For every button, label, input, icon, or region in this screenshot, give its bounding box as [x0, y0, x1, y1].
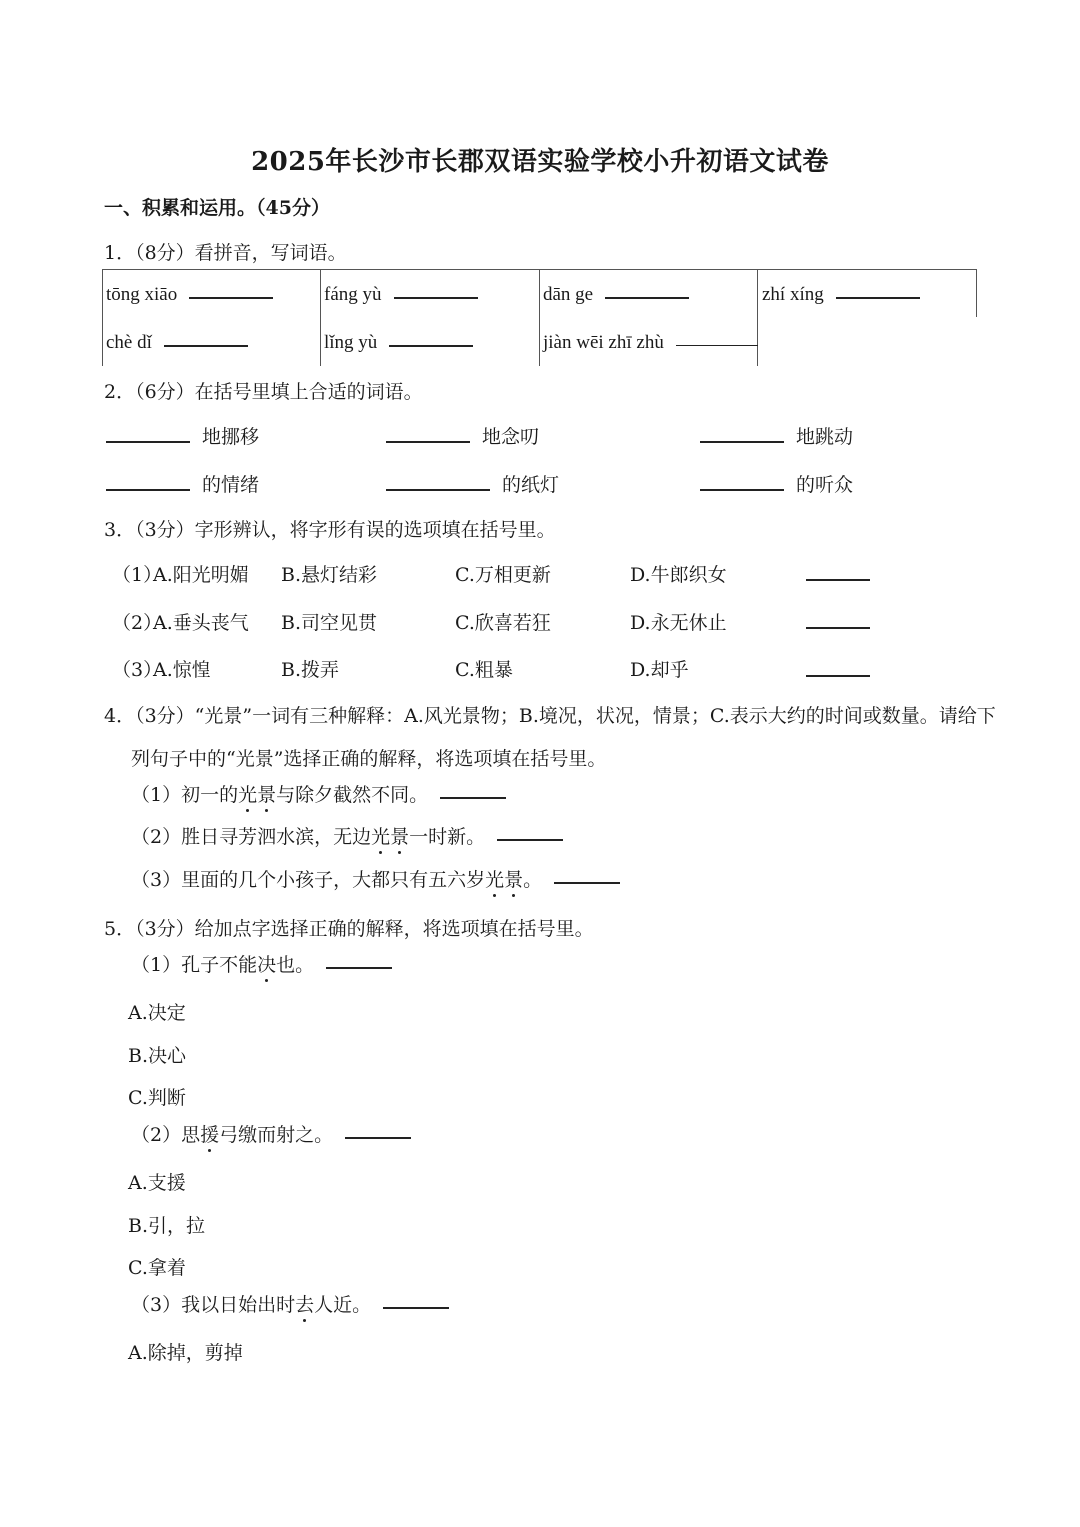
table-border [102, 269, 103, 366]
q5-sentence-1: （1）孔子不能决也。 [131, 950, 392, 977]
q4-prompt-line1: 4．（3分）“光景”一词有三种解释：A.风光景物；B.境况，状况，情景；C.表示大约的时间或数量。请给下 [104, 705, 996, 727]
fill-item: 的纸灯 [502, 474, 560, 496]
q3-prompt: 3．（3分）字形辨认，将字形有误的选项填在括号里。 [104, 519, 556, 541]
answer-blank[interactable] [700, 441, 784, 443]
option-a: A.阳光明媚 [153, 564, 249, 586]
emphasis-dot: 景 [257, 780, 276, 807]
emphasis-dot: 决 [257, 950, 276, 977]
option-d: D.永无休止 [630, 612, 727, 634]
option-a: A.垂头丧气 [153, 612, 249, 634]
q1-prompt: 1．（8分）看拼音，写词语。 [104, 242, 347, 264]
answer-blank[interactable] [326, 967, 392, 969]
answer-blank[interactable] [554, 882, 620, 884]
emphasis-dot: 去 [295, 1290, 314, 1317]
answer-blank[interactable] [389, 345, 473, 347]
answer-blank[interactable] [386, 441, 470, 443]
option-d: D.却乎 [630, 659, 689, 681]
q4-sentence-1: （1）初一的光景与除夕截然不同。 [131, 780, 506, 807]
answer-blank[interactable] [394, 297, 478, 299]
answer-blank[interactable] [440, 797, 506, 799]
pinyin-cell: jiàn wēi zhī zhù [543, 332, 758, 354]
q5-prompt: 5．（3分）给加点字选择正确的解释，将选项填在括号里。 [104, 918, 594, 940]
table-border [539, 269, 540, 366]
section-heading: 一、积累和运用。（45分） [104, 197, 330, 219]
answer-blank[interactable] [700, 489, 784, 491]
emphasis-dot: 援 [200, 1120, 219, 1147]
q4-sentence-3: （3）里面的几个小孩子，大都只有五六岁光景。 [131, 865, 620, 892]
option-c: C.万相更新 [455, 564, 551, 586]
q5-sentence-2: （2）思援弓缴而射之。 [131, 1120, 411, 1147]
answer-blank[interactable] [106, 441, 190, 443]
q4-prompt-line2: 列句子中的“光景”选择正确的解释，将选项填在括号里。 [131, 748, 607, 770]
answer-blank[interactable] [605, 297, 689, 299]
fill-item: 地挪移 [202, 426, 260, 448]
q3-row-number: （1） [112, 564, 163, 586]
emphasis-dot: 景 [504, 865, 523, 892]
fill-item: 地念叨 [482, 426, 540, 448]
page-title: 2025年长沙市长郡双语实验学校小升初语文试卷 [251, 147, 829, 177]
table-border [976, 269, 977, 317]
answer-blank[interactable] [383, 1307, 449, 1309]
pinyin-cell: dān ge [543, 284, 689, 306]
pinyin-cell: tōng xiāo [106, 284, 273, 306]
choice-option: C.判断 [128, 1087, 186, 1109]
emphasis-dot: 光 [238, 780, 257, 807]
choice-option: B.引，拉 [128, 1215, 206, 1237]
option-c: C.粗暴 [455, 659, 513, 681]
table-border [320, 269, 321, 366]
answer-blank[interactable] [806, 675, 870, 677]
option-a: A.惊惶 [153, 659, 211, 681]
answer-blank[interactable] [836, 297, 920, 299]
option-d: D.牛郎织女 [630, 564, 727, 586]
q5-sentence-3: （3）我以日始出时去人近。 [131, 1290, 449, 1317]
table-border [102, 269, 977, 270]
option-b: B.拨弄 [281, 659, 340, 681]
option-c: C.欣喜若狂 [455, 612, 551, 634]
emphasis-dot: 光 [485, 865, 504, 892]
answer-blank[interactable] [676, 345, 758, 346]
choice-option: A.决定 [128, 1002, 186, 1024]
answer-blank[interactable] [806, 627, 870, 629]
answer-blank[interactable] [345, 1137, 411, 1139]
option-b: B.悬灯结彩 [281, 564, 378, 586]
q3-row-number: （3） [112, 659, 163, 681]
q4-sentence-2: （2）胜日寻芳泗水滨，无边光景一时新。 [131, 822, 563, 849]
choice-option: A.除掉，剪掉 [128, 1342, 243, 1364]
pinyin-cell: lǐng yù [324, 332, 473, 354]
emphasis-dot: 光 [371, 822, 390, 849]
choice-option: A.支援 [128, 1172, 186, 1194]
pinyin-cell: fáng yù [324, 284, 478, 306]
answer-blank[interactable] [106, 489, 190, 491]
answer-blank[interactable] [806, 579, 870, 581]
answer-blank[interactable] [164, 345, 248, 347]
option-b: B.司空见贯 [281, 612, 378, 634]
answer-blank[interactable] [497, 839, 563, 841]
answer-blank[interactable] [189, 297, 273, 299]
q2-prompt: 2．（6分）在括号里填上合适的词语。 [104, 381, 423, 403]
answer-blank[interactable] [386, 489, 490, 491]
fill-item: 的情绪 [202, 474, 260, 496]
choice-option: B.决心 [128, 1045, 187, 1067]
emphasis-dot: 景 [390, 822, 409, 849]
q3-row-number: （2） [112, 612, 163, 634]
choice-option: C.拿着 [128, 1257, 186, 1279]
pinyin-cell: chè dǐ [106, 332, 248, 354]
fill-item: 的听众 [796, 474, 854, 496]
fill-item: 地跳动 [796, 426, 854, 448]
pinyin-cell: zhí xíng [762, 284, 920, 306]
